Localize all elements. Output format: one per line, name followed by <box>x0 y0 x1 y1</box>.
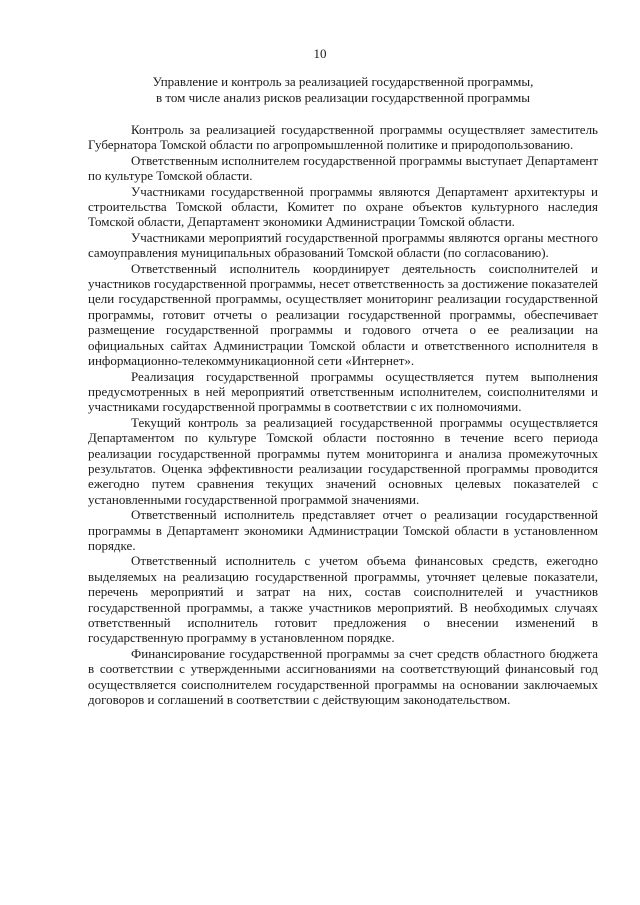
section-heading-line-2: в том числе анализ рисков реализации государственной программы <box>155 90 531 105</box>
paragraph-activity-participants: Участниками мероприятий государственной программы являются органы местного самоуправления муниципальных образований Томской области (по согласованию). <box>88 229 598 261</box>
paragraph-coordination: Ответственный исполнитель координирует деятельность соисполнителей и участников государственной программы, несет ответственность за достижение показателей цели государственной программы, осуществляет мониторинг реализации государственной программы, готовит отчеты о реализации государственной программы, обеспечивает размещение государственной программы и годового отчета о ее реализации на официальных сайтах Администрации Томской области и ответственного исполнителя в информационно-телекоммуникационной сети «Интернет». <box>88 260 598 369</box>
section-heading-line-1: Управление и контроль за реализацией государственной программы, <box>152 74 534 89</box>
paragraph-financing: Финансирование государственной программы за счет средств областного бюджета в соответствии с утвержденными ассигнованиями на соответствующий финансовый год осуществляется соисполнителем государственной программы на основании заключаемых договоров и соглашений в соответствии с действующим законодательством. <box>88 645 598 708</box>
paragraph-adjustments: Ответственный исполнитель с учетом объема финансовых средств, ежегодно выделяемых на реализацию государственной программы, уточняет целевые показатели, перечень мероприятий и затрат на них, состав соисполнителей и участников государственной программы, а также участников мероприятий. В необходимых случаях ответственный исполнитель готовит предложения о внесении изменений в государственную программу в установленном порядке. <box>88 553 598 646</box>
document-body <box>88 122 598 707</box>
paragraph-participants: Участниками государственной программы являются Департамент архитектуры и строительства Томской области, Комитет по охране объектов культурного наследия Томской области, Департамент экономики Администрации Томской области. <box>88 183 598 230</box>
paragraph-responsible-executor: Ответственным исполнителем государственной программы выступает Департамент по культуре Томской области. <box>88 152 598 184</box>
paragraph-control: Контроль за реализацией государственной программы осуществляет заместитель Губернатора Томской области по агропромышленной политике и природопользованию. <box>88 122 598 153</box>
paragraph-current-control: Текущий контроль за реализацией государственной программы осуществляется Департаментом по культуре Томской области постоянно в течение всего периода реализации государственной программы путем мониторинга и анализа промежуточных результатов. Оценка эффективности реализации государственной программы проводится ежегодно путем сравнения текущих значений основных целевых показателей с установленными государственной программой значениями. <box>88 414 598 507</box>
paragraph-report: Ответственный исполнитель представляет отчет о реализации государственной программы в Департамент экономики Администрации Томской области в установленном порядке. <box>88 507 598 553</box>
section-heading <box>88 74 598 106</box>
page-number: 10 <box>313 46 327 61</box>
paragraph-implementation: Реализация государственной программы осуществляется путем выполнения предусмотренных в ней мероприятий ответственным исполнителем, соисполнителями и участниками государственной программы в соответствии с их полномочиями. <box>88 368 598 415</box>
